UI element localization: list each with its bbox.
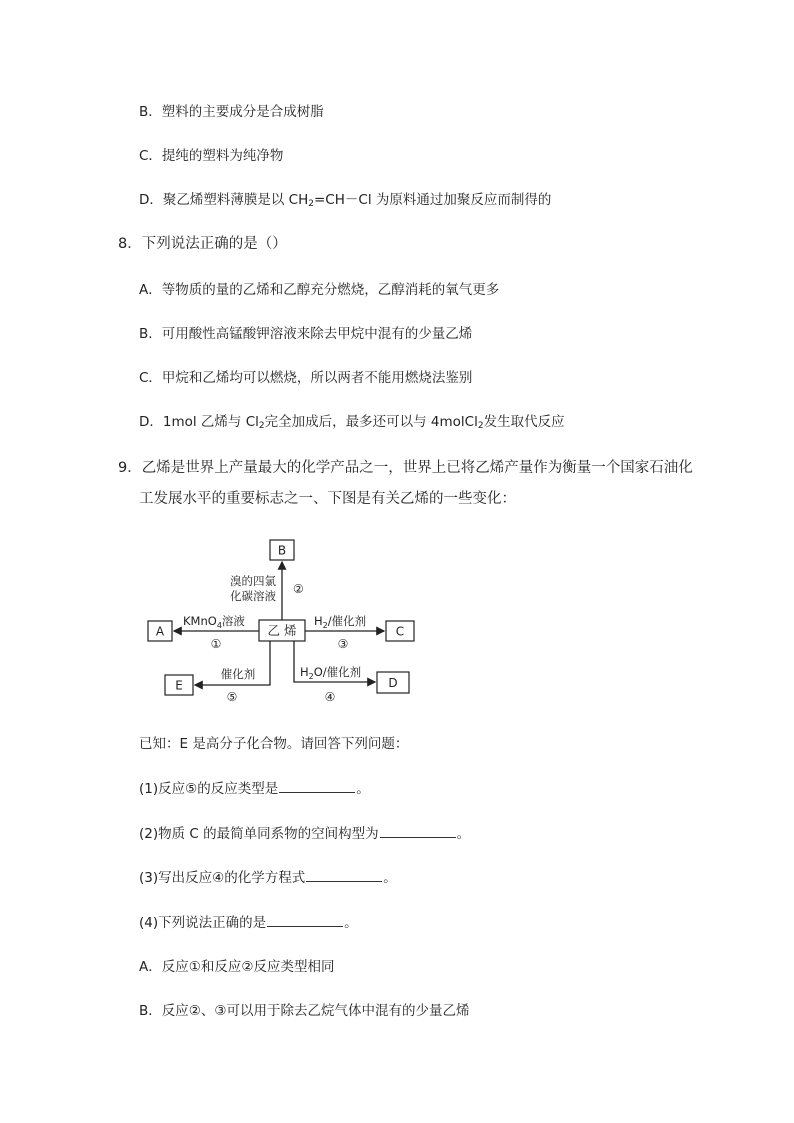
ethylene-reaction-diagram: [140, 535, 420, 705]
q9-known: 已知：E 是高分子化合物。请回答下列问题：: [139, 736, 409, 752]
product-c-label: C: [395, 624, 405, 639]
q7-option-b: B．塑料的主要成分是合成树脂: [139, 104, 324, 120]
q8-option-c: C．甲烷和乙烯均可以燃烧，所以两者不能用燃烧法鉴别: [139, 370, 473, 386]
answer-blank-4[interactable]: [267, 914, 343, 927]
q9-option-a: A．反应①和反应②反应类型相同: [139, 959, 335, 975]
q9-sub1: (1)反应⑤的反应类型是 。: [139, 781, 370, 797]
q7-option-d: D．聚乙烯塑料薄膜是以 $CH_2=CH-Cl$ 为原料通过加聚反应而制得的: [139, 192, 552, 209]
reaction-2-reagent-line2: 化碳溶液: [230, 589, 276, 603]
reaction-1-number: ①: [210, 637, 222, 651]
reaction-5-number: ⑤: [226, 690, 238, 704]
reaction-4-reagent: $H_2O/$催化剂: [300, 665, 362, 681]
reaction-4-number: ④: [324, 690, 336, 704]
reaction-3-number: ③: [337, 637, 349, 651]
q9-sub4: (4)下列说法正确的是 。: [139, 915, 358, 931]
answer-blank-2[interactable]: [380, 825, 456, 838]
q8-option-b: B．可用酸性高锰酸钾溶液来除去甲烷中混有的少量乙烯: [139, 326, 473, 342]
q8-stem: 8．下列说法正确的是（）: [118, 236, 287, 252]
q7-option-c: C．提纯的塑料为纯净物: [139, 148, 284, 164]
answer-blank-1[interactable]: [279, 780, 355, 793]
product-b-label: B: [277, 543, 287, 558]
q9-option-b: B．反应②、③可以用于除去乙烷气体中混有的少量乙烯: [139, 1003, 470, 1019]
product-d-label: D: [388, 676, 398, 690]
reaction-2-number: ②: [293, 582, 304, 596]
q8-option-d: D．1mol 乙烯与 $Cl_2$完全加成后，最多还可以与 4molCl$_2$发生取代反应: [139, 414, 565, 431]
product-a-label: A: [155, 624, 165, 639]
reaction-2-reagent-line1: 溴的四氯: [230, 574, 276, 588]
reaction-3-reagent: $H_2/$催化剂: [314, 614, 367, 630]
reaction-5-reagent: 催化剂: [220, 667, 256, 681]
product-e-label: E: [175, 678, 183, 693]
q8-option-a: A．等物质的量的乙烯和乙醇充分燃烧，乙醇消耗的氧气更多: [139, 282, 500, 298]
q9-sub2: (2)物质 C 的最简单同系物的空间构型为 。: [139, 826, 471, 842]
reaction-1-reagent: KMnO$_4$溶液: [183, 614, 245, 630]
ethylene-label: 乙 烯: [267, 623, 297, 638]
answer-blank-3[interactable]: [306, 869, 382, 882]
q9-stem-line1: 9．乙烯是世界上产量最大的化学产品之一，世界上已将乙烯产量作为衡量一个国家石油化: [118, 460, 693, 476]
q9-stem-line2: 工发展水平的重要标志之一、下图是有关乙烯的一些变化：: [139, 491, 516, 507]
q9-sub3: (3)写出反应④的化学方程式 。: [139, 870, 397, 886]
